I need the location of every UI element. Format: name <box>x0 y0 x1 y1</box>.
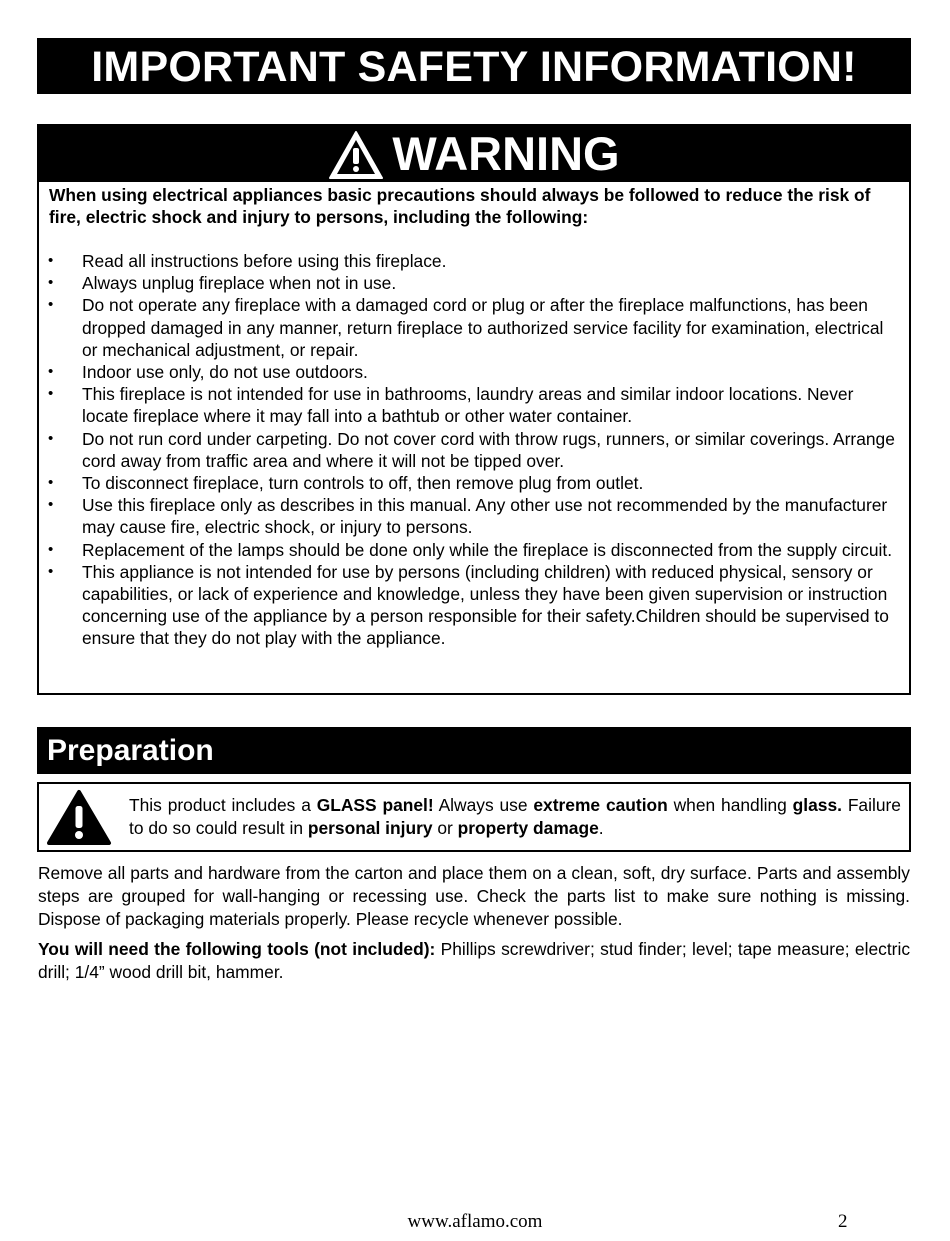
list-item: • Indoor use only, do not use outdoors. <box>39 361 909 383</box>
caution-triangle-icon <box>46 789 112 846</box>
preparation-paragraph: Remove all parts and hardware from the carton and place them on a clean, soft, dry surface. Parts and assembly steps are grouped for wall-hanging or recessing use. Check the parts list to make sure nothing is missing. Dispose of packaging materials properly. Please recycle whenever possible. <box>38 863 910 929</box>
list-item: • Read all instructions before using this fireplace. <box>39 250 909 272</box>
list-item: • Replacement of the lamps should be done only while the fireplace is disconnected from the supply circuit. <box>39 539 909 561</box>
list-item: • Do not operate any fireplace with a damaged cord or plug or after the fireplace malfunctions, has been dropped damaged in any manner, return fireplace to authorized service facility for examination, electrical or mechanical adjustment, or repair. <box>39 294 909 361</box>
caution-text: This product includes a GLASS panel! Always use extreme caution when handling glass. Failure to do so could result in personal injury or property damage. <box>129 795 901 838</box>
warning-title: WARNING <box>392 127 620 180</box>
list-item: • Use this fireplace only as describes in this manual. Any other use not recommended by the manufacturer may cause fire, electric shock, or injury to persons. <box>39 494 909 538</box>
section-title-preparation: Preparation <box>37 727 911 774</box>
warning-box <box>37 124 911 695</box>
list-item: • To disconnect fireplace, turn controls to off, then remove plug from outlet. <box>39 472 909 494</box>
tools-list: Phillips screwdriver; stud finder; level; tape measure; electric drill; 1/4” wood drill bit, hammer. <box>38 939 911 982</box>
warning-header <box>39 126 909 182</box>
tools-label: You will need the following tools (not included): <box>38 939 436 959</box>
list-item: • This appliance is not intended for use by persons (including children) with reduced physical, sensory or capabilities, or lack of experience and knowledge, unless they have been given supervision or instruction concerning use of the appliance by a person responsible for their safety.Children should be supervised to ensure that they do not play with the appliance. <box>39 561 909 650</box>
warning-triangle-icon <box>328 130 384 180</box>
page-number: 2 <box>838 1211 848 1232</box>
tools-paragraph <box>38 938 910 984</box>
list-item: • Always unplug fireplace when not in use. <box>39 272 909 294</box>
list-item: • Do not run cord under carpeting. Do not cover cord with throw rugs, runners, or similar coverings. Arrange cord away from traffic area and where it will not be tipped over. <box>39 428 909 472</box>
footer-url: www.aflamo.com <box>407 1211 543 1232</box>
warning-list <box>39 250 909 650</box>
page-title: IMPORTANT SAFETY INFORMATION! <box>37 38 911 94</box>
caution-box <box>37 782 911 852</box>
list-item: • This fireplace is not intended for use in bathrooms, laundry areas and similar indoor locations. Never locate fireplace where it may fall into a bathtub or other water container. <box>39 383 909 427</box>
warning-intro: When using electrical appliances basic precautions should always be followed to reduce the risk of fire, electric shock and injury to persons, including the following: <box>49 185 871 227</box>
